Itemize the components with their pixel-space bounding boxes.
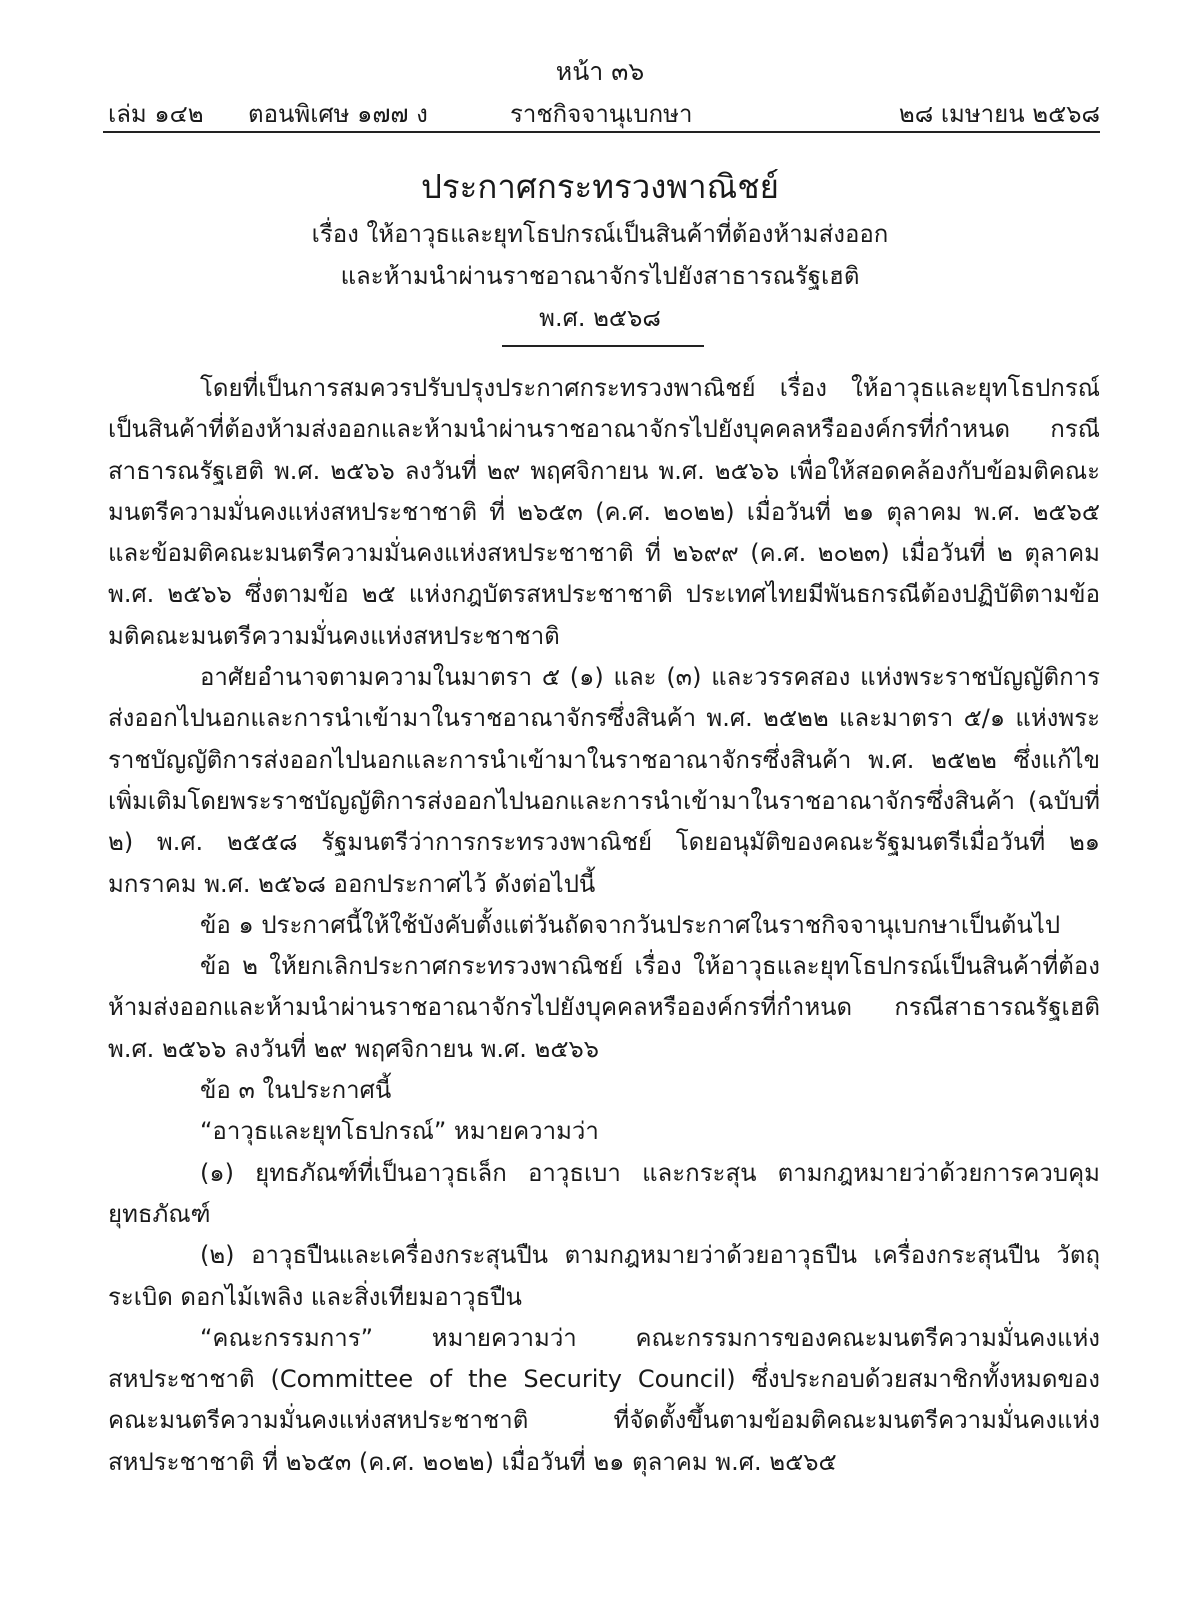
gazette-header [108,94,1100,128]
clause-2: ข้อ ๒ ให้ยกเลิกประกาศกระทรวงพาณิชย์ เรื่อง ให้อาวุธและยุทโธปกรณ์เป็นสินค้าที่ต้องห้ามส่งออกและห้ามนำผ่านราชอาณาจักรไปยังบุคคลหรือองค์กรที่กำหนด กรณีสาธารณรัฐเฮติ พ.ศ. ๒๕๖๖ ลงวันที่ ๒๙ พฤศจิกายน พ.ศ. ๒๕๖๖ [108,952,1100,1063]
title-divider [502,345,704,347]
definition-weapons: “อาวุธและยุทโธปกรณ์” หมายความว่า [200,1117,599,1146]
publication-date: ๒๘ เมษายน ๒๕๖๘ [898,100,1100,128]
clause-3: ข้อ ๓ ในประกาศนี้ [200,1076,392,1105]
header-rule [103,131,1100,133]
volume-number: เล่ม ๑๔๒ [108,100,204,128]
announcement-subject-line-1: เรื่อง ให้อาวุธและยุทโธปกรณ์เป็นสินค้าที่ต้องห้ามส่งออก [311,220,889,248]
definition-weapons-item-2: (๒) อาวุธปืนและเครื่องกระสุนปืน ตามกฎหมายว่าด้วยอาวุธปืน เครื่องกระสุนปืน วัตถุระเบิด ดอกไม้เพลิง และสิ่งเทียมอาวุธปืน [108,1241,1100,1311]
issue-number: ตอนพิเศษ ๑๗๗ ง [248,100,428,128]
announcement-body [108,368,1100,1483]
definition-committee: “คณะกรรมการ” หมายความว่า คณะกรรมการของคณะมนตรีความมั่นคงแห่งสหประชาชาติ (Committee of the Security Council) ซึ่งประกอบด้วยสมาชิกทั้งหมดของคณะมนตรีความมั่นคงแห่งสหประชาชาติ ที่จัดตั้งขึ้นตามข้อมติคณะมนตรีความมั่นคงแห่งสหประชาชาติ ที่ ๒๖๕๓ (ค.ศ. ๒๐๒๒) เมื่อวันที่ ๒๑ ตุลาคม พ.ศ. ๒๕๖๕ [108,1323,1100,1476]
publication-name: ราชกิจจานุเบกษา [510,100,693,128]
announcement-subject-line-2: และห้ามนำผ่านราชอาณาจักรไปยังสาธารณรัฐเฮติ [340,262,860,290]
announcement-title: ประกาศกระทรวงพาณิชย์ [420,167,780,206]
clause-1: ข้อ ๑ ประกาศนี้ให้ใช้บังคับตั้งแต่วันถัดจากวันประกาศในราชกิจจานุเบกษาเป็นต้นไป [200,910,1061,939]
preamble-paragraph: โดยที่เป็นการสมควรปรับปรุงประกาศกระทรวงพาณิชย์ เรื่อง ให้อาวุธและยุทโธปกรณ์เป็นสินค้าที่ต้องห้ามส่งออกและห้ามนำผ่านราชอาณาจักรไปยังบุคคลหรือองค์กรที่กำหนด กรณีสาธารณรัฐเฮติ พ.ศ. ๒๕๖๖ ลงวันที่ ๒๙ พฤศจิกายน พ.ศ. ๒๕๖๖ เพื่อให้สอดคล้องกับข้อมติคณะมนตรีความมั่นคงแห่งสหประชาชาติ ที่ ๒๖๕๓ (ค.ศ. ๒๐๒๒) เมื่อวันที่ ๒๑ ตุลาคม พ.ศ. ๒๕๖๕ และข้อมติคณะมนตรีความมั่นคงแห่งสหประชาชาติ ที่ ๒๖๙๙ (ค.ศ. ๒๐๒๓) เมื่อวันที่ ๒ ตุลาคม พ.ศ. ๒๕๖๖ ซึ่งตามข้อ ๒๕ แห่งกฎบัตรสหประชาชาติ ประเทศไทยมีพันธกรณีต้องปฏิบัติตามข้อมติคณะมนตรีความมั่นคงแห่งสหประชาชาติ [108,374,1100,650]
page-number: หน้า ๓๖ [555,57,645,86]
announcement-year: พ.ศ. ๒๕๖๘ [539,304,661,332]
authority-paragraph: อาศัยอำนาจตามความในมาตรา ๕ (๑) และ (๓) และวรรคสอง แห่งพระราชบัญญัติการส่งออกไปนอกและการนำเข้ามาในราชอาณาจักรซึ่งสินค้า พ.ศ. ๒๕๒๒ และมาตรา ๕/๑ แห่งพระราชบัญญัติการส่งออกไปนอกและการนำเข้ามาในราชอาณาจักรซึ่งสินค้า พ.ศ. ๒๕๒๒ ซึ่งแก้ไขเพิ่มเติมโดยพระราชบัญญัติการส่งออกไปนอกและการนำเข้ามาในราชอาณาจักรซึ่งสินค้า (ฉบับที่ ๒) พ.ศ. ๒๕๕๘ รัฐมนตรีว่าการกระทรวงพาณิชย์ โดยอนุมัติของคณะรัฐมนตรีเมื่อวันที่ ๒๑ มกราคม พ.ศ. ๒๕๖๘ ออกประกาศไว้ ดังต่อไปนี้ [108,663,1100,898]
definition-weapons-item-1: (๑) ยุทธภัณฑ์ที่เป็นอาวุธเล็ก อาวุธเบา และกระสุน ตามกฎหมายว่าด้วยการควบคุมยุทธภัณฑ์ [108,1158,1100,1228]
